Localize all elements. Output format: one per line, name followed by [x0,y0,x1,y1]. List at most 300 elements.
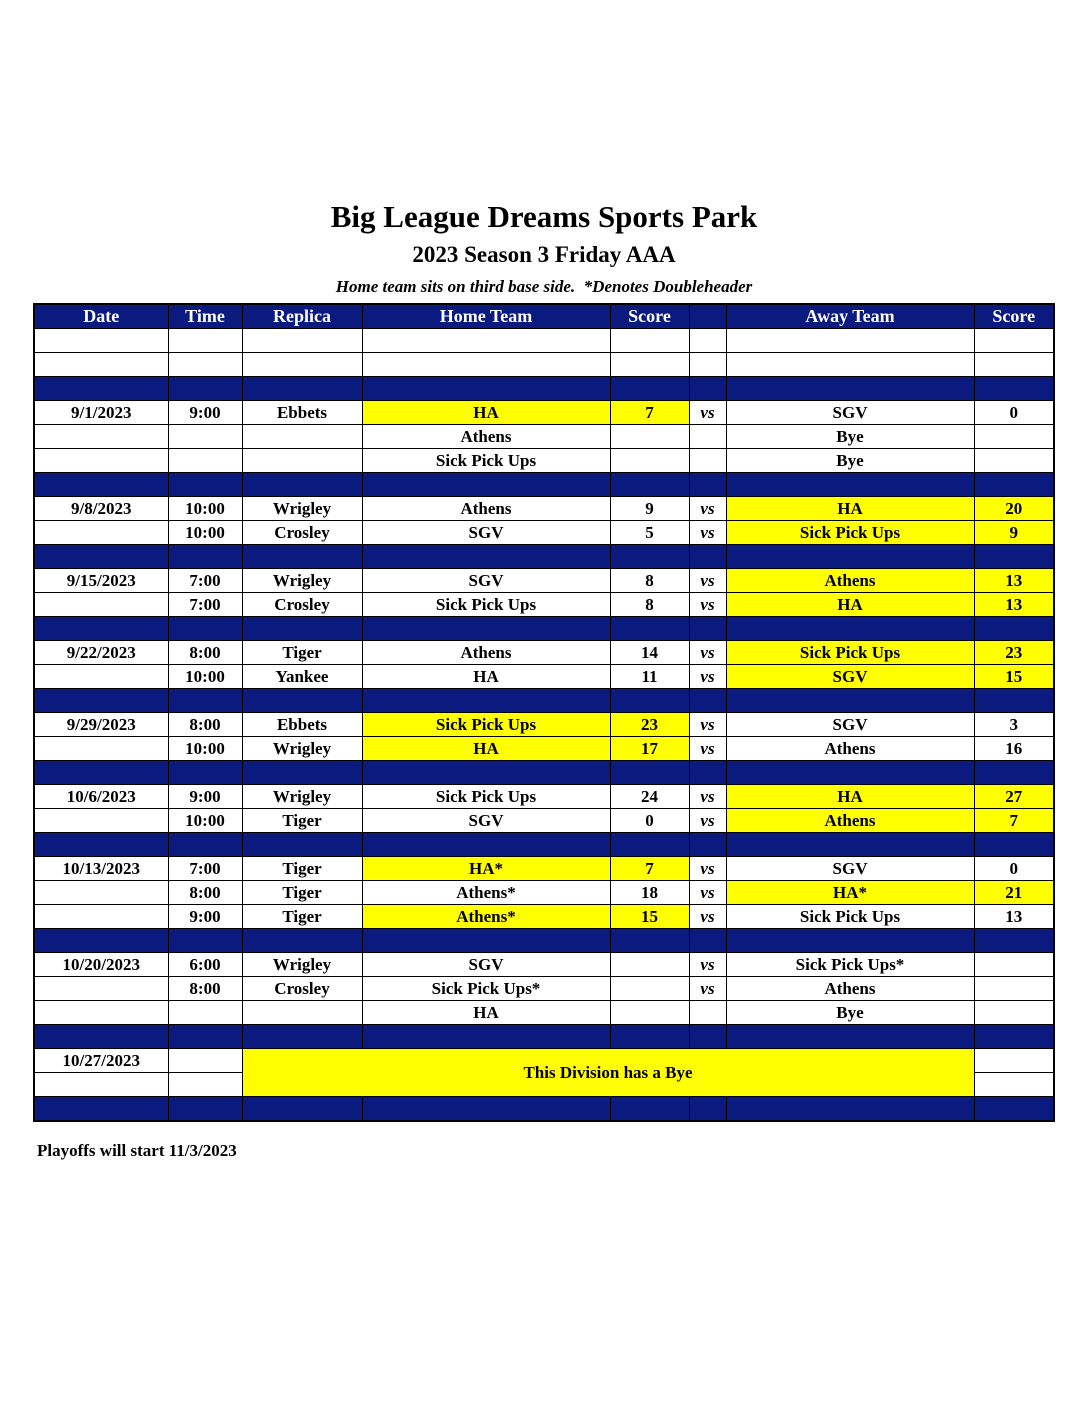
game-date [34,521,168,545]
game-date [34,449,168,473]
game-row [34,425,1054,449]
week-separator-row [34,1025,1054,1049]
separator-cell [362,1025,610,1049]
away-team: Athens [726,977,974,1001]
home-score [610,977,689,1001]
game-date: 9/29/2023 [34,713,168,737]
game-replica [242,449,362,473]
separator-cell [168,545,242,569]
home-score: 9 [610,497,689,521]
home-team: Athens* [362,881,610,905]
home-team: HA [362,665,610,689]
separator-cell [610,689,689,713]
game-date: 9/1/2023 [34,401,168,425]
vs-label: vs [689,881,726,905]
game-time: 10:00 [168,809,242,833]
away-team: SGV [726,665,974,689]
column-header-away-score: Score [974,304,1054,329]
separator-cell [974,689,1054,713]
empty-cell [726,329,974,353]
separator-cell [34,833,168,857]
away-score: 27 [974,785,1054,809]
empty-cell [362,353,610,377]
game-replica: Ebbets [242,401,362,425]
game-date: 9/22/2023 [34,641,168,665]
game-replica: Wrigley [242,785,362,809]
separator-cell [610,545,689,569]
vs-label: vs [689,953,726,977]
separator-cell [168,761,242,785]
away-team: SGV [726,713,974,737]
vs-label: vs [689,809,726,833]
column-header-time: Time [168,304,242,329]
home-team: Sick Pick Ups [362,785,610,809]
away-score [974,953,1054,977]
game-row [34,857,1054,881]
away-score: 23 [974,641,1054,665]
game-row [34,641,1054,665]
vs-label: vs [689,977,726,1001]
separator-cell [689,377,726,401]
game-replica: Wrigley [242,497,362,521]
game-time: 10:00 [168,665,242,689]
game-row [34,1001,1054,1025]
away-team: Athens [726,809,974,833]
empty-cell [168,329,242,353]
away-team: Sick Pick Ups* [726,953,974,977]
separator-cell [362,473,610,497]
away-team: HA* [726,881,974,905]
vs-label: vs [689,737,726,761]
away-score: 0 [974,401,1054,425]
home-score: 5 [610,521,689,545]
empty-cell [242,329,362,353]
home-team: Sick Pick Ups [362,713,610,737]
empty-cell [610,353,689,377]
week-separator-row [34,929,1054,953]
separator-cell [726,761,974,785]
home-team: SGV [362,953,610,977]
separator-cell [726,929,974,953]
separator-cell [242,617,362,641]
column-header-vs [689,304,726,329]
separator-cell [168,689,242,713]
game-replica: Crosley [242,977,362,1001]
week-separator-row [34,377,1054,401]
game-replica: Tiger [242,641,362,665]
game-time: 8:00 [168,881,242,905]
away-score: 21 [974,881,1054,905]
game-date: 10/27/2023 [34,1049,168,1073]
away-score: 13 [974,905,1054,929]
separator-cell [362,545,610,569]
column-header-home-team: Home Team [362,304,610,329]
separator-cell [689,833,726,857]
game-row [34,401,1054,425]
separator-cell [168,833,242,857]
game-row [34,737,1054,761]
game-time: 9:00 [168,905,242,929]
empty-cell [362,329,610,353]
home-score: 23 [610,713,689,737]
game-date [34,1001,168,1025]
separator-cell [34,1097,168,1122]
separator-cell [168,1025,242,1049]
game-time: 10:00 [168,497,242,521]
game-date [34,905,168,929]
vs-label [689,425,726,449]
game-time: 9:00 [168,785,242,809]
game-replica: Ebbets [242,713,362,737]
home-score: 24 [610,785,689,809]
separator-cell [610,617,689,641]
home-team: Sick Pick Ups* [362,977,610,1001]
vs-label: vs [689,785,726,809]
empty-cell [689,329,726,353]
home-team: HA* [362,857,610,881]
separator-cell [242,545,362,569]
week-separator-row [34,1097,1054,1122]
column-header-date: Date [34,304,168,329]
separator-cell [362,689,610,713]
empty-cell [974,353,1054,377]
separator-cell [610,761,689,785]
separator-cell [610,1097,689,1122]
separator-cell [362,761,610,785]
home-score [610,953,689,977]
game-time: 10:00 [168,521,242,545]
away-score: 7 [974,809,1054,833]
table-header-row [34,304,1054,329]
away-team: Bye [726,1001,974,1025]
game-time: 7:00 [168,593,242,617]
game-replica: Crosley [242,521,362,545]
away-team: HA [726,497,974,521]
separator-cell [610,473,689,497]
home-score: 8 [610,593,689,617]
separator-cell [974,545,1054,569]
home-team: SGV [362,809,610,833]
home-score: 7 [610,857,689,881]
separator-cell [362,377,610,401]
separator-cell [610,377,689,401]
separator-cell [974,833,1054,857]
game-time [168,425,242,449]
game-replica: Tiger [242,905,362,929]
game-date [34,977,168,1001]
away-score: 3 [974,713,1054,737]
separator-cell [610,1025,689,1049]
separator-cell [242,833,362,857]
away-score [974,1049,1054,1073]
game-time: 7:00 [168,857,242,881]
game-replica [242,1001,362,1025]
vs-label: vs [689,641,726,665]
home-score: 11 [610,665,689,689]
separator-cell [974,377,1054,401]
week-separator-row [34,617,1054,641]
game-row [34,449,1054,473]
bye-message: This Division has a Bye [242,1049,974,1097]
vs-label [689,1001,726,1025]
separator-cell [610,833,689,857]
game-date [34,665,168,689]
empty-cell [34,329,168,353]
separator-cell [168,473,242,497]
empty-cell [168,353,242,377]
separator-cell [242,761,362,785]
empty-cell [34,353,168,377]
game-date: 9/15/2023 [34,569,168,593]
separator-cell [242,1097,362,1122]
game-time: 6:00 [168,953,242,977]
home-score: 7 [610,401,689,425]
schedule-table [33,303,1055,1122]
game-replica: Tiger [242,809,362,833]
separator-cell [974,929,1054,953]
game-row [34,905,1054,929]
separator-cell [726,617,974,641]
separator-cell [242,377,362,401]
away-score: 9 [974,521,1054,545]
column-header-replica: Replica [242,304,362,329]
home-score [610,449,689,473]
game-date: 10/6/2023 [34,785,168,809]
separator-cell [34,545,168,569]
separator-cell [726,377,974,401]
game-time: 9:00 [168,401,242,425]
separator-cell [34,929,168,953]
game-time [168,1049,242,1073]
separator-cell [34,473,168,497]
game-row [34,881,1054,905]
separator-cell [726,545,974,569]
home-team: Athens [362,497,610,521]
game-row [34,953,1054,977]
separator-cell [689,761,726,785]
game-row [34,593,1054,617]
away-score [974,425,1054,449]
home-team: Athens [362,641,610,665]
game-replica: Tiger [242,857,362,881]
game-row [34,569,1054,593]
game-time: 8:00 [168,713,242,737]
separator-cell [362,1097,610,1122]
game-row [34,977,1054,1001]
schedule-note: Home team sits on third base side. *Denotes Doubleheader [335,277,753,296]
separator-cell [34,377,168,401]
separator-cell [974,761,1054,785]
separator-cell [168,1097,242,1122]
game-date [34,425,168,449]
game-replica: Yankee [242,665,362,689]
game-replica: Crosley [242,593,362,617]
separator-cell [362,929,610,953]
game-time: 8:00 [168,977,242,1001]
page-title: Big League Dreams Sports Park [330,199,758,234]
separator-cell [362,617,610,641]
season-subtitle: 2023 Season 3 Friday AAA [412,242,676,267]
separator-cell [34,761,168,785]
home-score: 15 [610,905,689,929]
game-date: 10/20/2023 [34,953,168,977]
schedule-body [34,329,1054,1122]
away-score: 16 [974,737,1054,761]
vs-label: vs [689,713,726,737]
empty-cell [689,353,726,377]
away-team: SGV [726,857,974,881]
away-team: Athens [726,737,974,761]
away-team: Bye [726,449,974,473]
separator-cell [242,1025,362,1049]
vs-label: vs [689,569,726,593]
home-team: Athens* [362,905,610,929]
game-row [34,809,1054,833]
vs-label: vs [689,521,726,545]
vs-label: vs [689,665,726,689]
separator-cell [726,473,974,497]
separator-cell [610,929,689,953]
game-row [34,521,1054,545]
week-separator-row [34,761,1054,785]
week-separator-row [34,689,1054,713]
game-replica: Wrigley [242,569,362,593]
game-date [34,881,168,905]
home-team: Sick Pick Ups [362,593,610,617]
game-date [34,593,168,617]
home-team: HA [362,1001,610,1025]
separator-cell [689,545,726,569]
home-score [610,425,689,449]
empty-cell [168,1073,242,1097]
game-time: 7:00 [168,569,242,593]
blank-row [34,353,1054,377]
separator-cell [689,1025,726,1049]
away-team: Sick Pick Ups [726,521,974,545]
week-separator-row [34,545,1054,569]
away-team: Sick Pick Ups [726,641,974,665]
bye-week-row [34,1049,1054,1073]
away-team: Sick Pick Ups [726,905,974,929]
game-date [34,809,168,833]
blank-row [34,329,1054,353]
vs-label: vs [689,401,726,425]
empty-cell [610,329,689,353]
vs-label: vs [689,497,726,521]
empty-cell [34,1073,168,1097]
separator-cell [362,833,610,857]
game-replica: Wrigley [242,737,362,761]
empty-cell [974,1073,1054,1097]
home-score: 17 [610,737,689,761]
vs-label [689,449,726,473]
game-row [34,497,1054,521]
separator-cell [34,1025,168,1049]
week-separator-row [34,473,1054,497]
game-replica [242,425,362,449]
separator-cell [689,689,726,713]
home-team: HA [362,401,610,425]
game-date: 9/8/2023 [34,497,168,521]
home-team: Athens [362,425,610,449]
separator-cell [726,833,974,857]
away-score [974,449,1054,473]
away-score: 20 [974,497,1054,521]
separator-cell [168,617,242,641]
away-score: 13 [974,593,1054,617]
away-score [974,977,1054,1001]
away-score: 0 [974,857,1054,881]
away-team: Athens [726,569,974,593]
away-score: 15 [974,665,1054,689]
playoffs-note: Playoffs will start 11/3/2023 [37,1141,237,1160]
empty-cell [726,353,974,377]
game-time [168,449,242,473]
separator-cell [242,929,362,953]
game-row [34,713,1054,737]
separator-cell [242,473,362,497]
separator-cell [689,1097,726,1122]
vs-label: vs [689,905,726,929]
column-header-home-score: Score [610,304,689,329]
column-header-away-team: Away Team [726,304,974,329]
game-replica: Wrigley [242,953,362,977]
vs-label: vs [689,593,726,617]
home-score: 0 [610,809,689,833]
separator-cell [689,473,726,497]
separator-cell [168,377,242,401]
separator-cell [726,1025,974,1049]
game-date [34,737,168,761]
empty-cell [242,353,362,377]
separator-cell [34,689,168,713]
game-date: 10/13/2023 [34,857,168,881]
home-team: SGV [362,521,610,545]
separator-cell [974,1097,1054,1122]
away-team: SGV [726,401,974,425]
separator-cell [974,1025,1054,1049]
separator-cell [34,617,168,641]
home-score: 14 [610,641,689,665]
game-row [34,665,1054,689]
away-team: HA [726,593,974,617]
home-score [610,1001,689,1025]
game-time: 8:00 [168,641,242,665]
week-separator-row [34,833,1054,857]
away-score: 13 [974,569,1054,593]
separator-cell [726,689,974,713]
separator-cell [168,929,242,953]
game-row [34,785,1054,809]
separator-cell [726,1097,974,1122]
home-team: SGV [362,569,610,593]
away-team: Bye [726,425,974,449]
home-team: HA [362,737,610,761]
away-team: HA [726,785,974,809]
home-score: 18 [610,881,689,905]
separator-cell [689,929,726,953]
vs-label: vs [689,857,726,881]
game-time: 10:00 [168,737,242,761]
separator-cell [242,689,362,713]
home-team: Sick Pick Ups [362,449,610,473]
away-score [974,1001,1054,1025]
separator-cell [974,473,1054,497]
empty-cell [974,329,1054,353]
separator-cell [974,617,1054,641]
game-replica: Tiger [242,881,362,905]
home-score: 8 [610,569,689,593]
